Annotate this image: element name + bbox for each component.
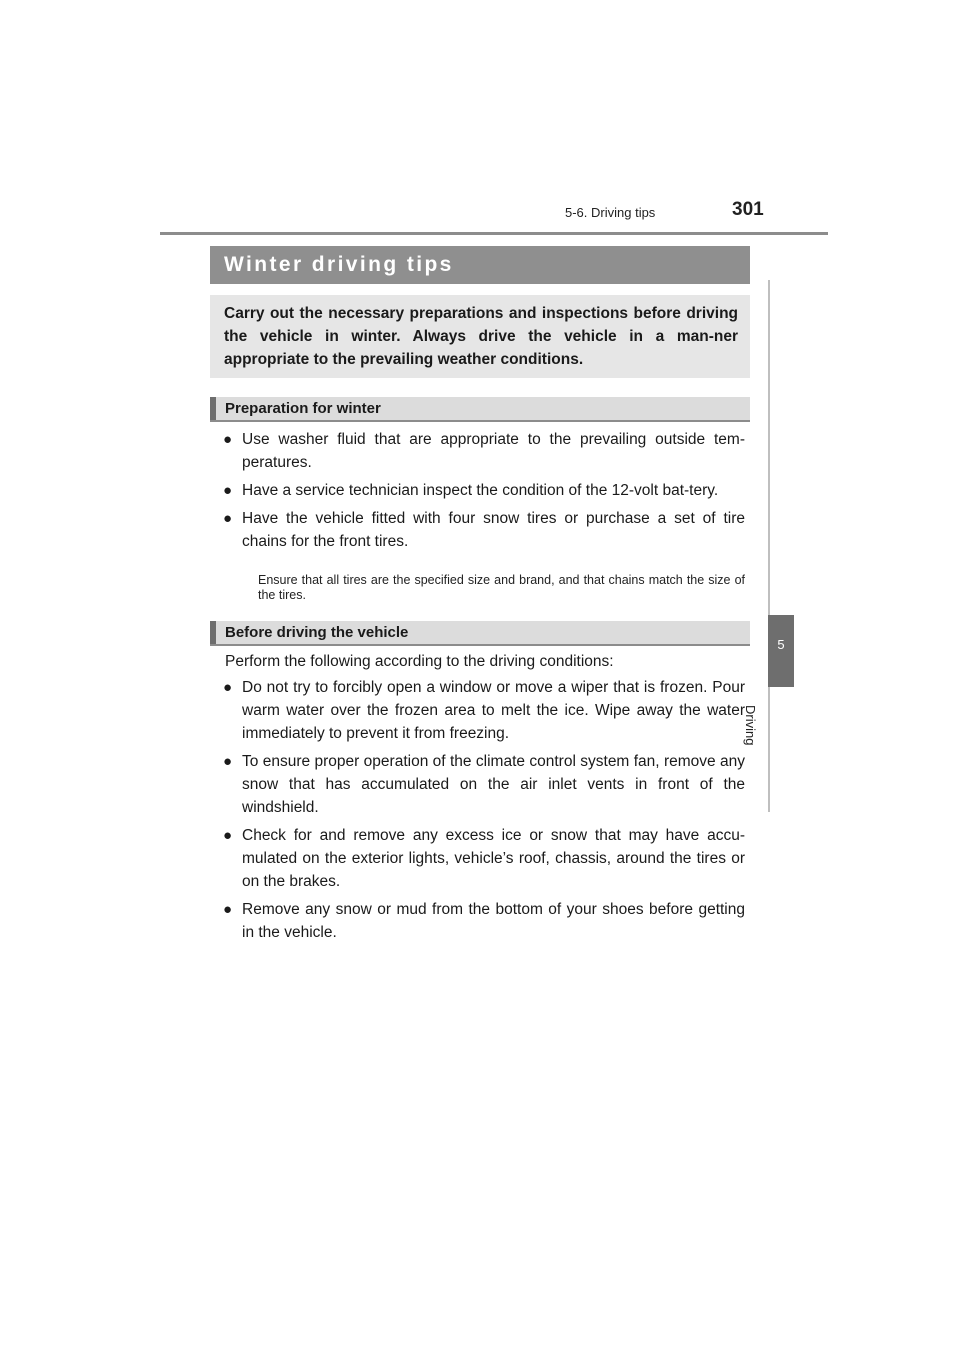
- intro-text: Carry out the necessary preparations and inspections before driving the vehicle in winter. Always drive the vehicle in a man-ner appropriate to the prevailing weather conditions.: [224, 305, 738, 368]
- bullet-icon: ●: [223, 679, 233, 696]
- bullet-icon: ●: [223, 510, 233, 527]
- list-item: [222, 898, 745, 944]
- list-item: [222, 824, 745, 893]
- subheading-before-driving: [210, 621, 750, 646]
- page-number: 301: [732, 199, 764, 220]
- chapter-tab: [768, 615, 794, 687]
- bullet-icon: ●: [223, 431, 233, 448]
- header-rule: [160, 232, 828, 235]
- subheading-text: Preparation for winter: [225, 400, 381, 417]
- chapter-label-text: Driving: [743, 705, 758, 746]
- title-bar: [210, 246, 750, 284]
- list-item-text: Have the vehicle fitted with four snow tires or purchase a set of tire chains for the front tires.: [242, 510, 745, 550]
- header-section: 5-6. Driving tips: [565, 205, 656, 220]
- list-item: [222, 479, 745, 502]
- note-text: Ensure that all tires are the specified size and brand, and that chains match the size of the tires.: [258, 573, 745, 602]
- subheading-marker: [210, 621, 216, 644]
- page-title: Winter driving tips: [224, 253, 454, 276]
- list-item: [222, 428, 745, 474]
- bullet-icon: ●: [223, 901, 233, 918]
- list-item: [222, 676, 745, 745]
- chapter-number: 5: [777, 637, 785, 652]
- list-item-text: Remove any snow or mud from the bottom of your shoes before getting in the vehicle.: [242, 901, 745, 941]
- list-item: [222, 750, 745, 819]
- list-item-text: Do not try to forcibly open a window or move a wiper that is frozen. Pour warm water over the frozen area to melt the ice. Wipe away the water immediately to prevent it from freezing.: [242, 679, 745, 742]
- bullet-icon: ●: [223, 827, 233, 844]
- before-driving-list: [222, 676, 745, 949]
- list-item-text: Have a service technician inspect the condition of the 12-volt bat-tery.: [242, 482, 719, 499]
- side-rule-bottom: [768, 687, 770, 812]
- list-item-text: Check for and remove any excess ice or snow that may have accu-mulated on the exterior lights, vehicle’s roof, chassis, around the tires or on the brakes.: [242, 827, 745, 890]
- subheading-marker: [210, 397, 216, 420]
- bullet-icon: ●: [223, 482, 233, 499]
- subheading-text: Before driving the vehicle: [225, 624, 409, 641]
- side-rule-top: [768, 280, 770, 615]
- list-item-text: Use washer fluid that are appropriate to the prevailing outside tem-peratures.: [242, 431, 745, 471]
- subheading-preparation: [210, 397, 750, 422]
- bullet-icon: ●: [223, 753, 233, 770]
- lead-text: Perform the following according to the driving conditions:: [225, 653, 614, 670]
- intro-box: [210, 295, 750, 378]
- list-item: [222, 507, 745, 553]
- preparation-list: [222, 428, 745, 558]
- list-item-text: To ensure proper operation of the climate control system fan, remove any snow that has accumulated on the air inlet vents in front of the windshield.: [242, 753, 745, 816]
